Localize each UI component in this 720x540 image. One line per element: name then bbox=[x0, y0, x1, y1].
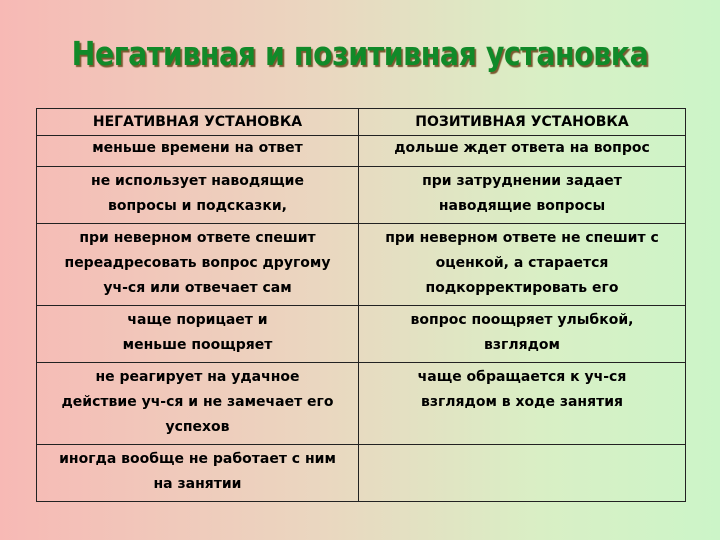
positive-cell: при затруднении задает наводящие вопросы bbox=[359, 167, 686, 224]
table-row bbox=[37, 306, 686, 363]
table-header-row bbox=[37, 109, 686, 136]
negative-cell: не использует наводящие вопросы и подсказки, bbox=[37, 167, 359, 224]
positive-cell: дольше ждет ответа на вопрос bbox=[359, 136, 686, 167]
positive-cell: при неверном ответе не спешит с оценкой, а старается подкорректировать его bbox=[359, 224, 686, 306]
negative-cell: иногда вообще не работает с ним на занятии bbox=[37, 445, 359, 502]
table-row bbox=[37, 363, 686, 445]
header-negative: НЕГАТИВНАЯ УСТАНОВКА bbox=[37, 109, 359, 136]
table-row bbox=[37, 136, 686, 167]
positive-cell: чаще обращается к уч-ся взглядом в ходе занятия bbox=[359, 363, 686, 445]
negative-cell: не реагирует на удачное действие уч-ся и не замечает его успехов bbox=[37, 363, 359, 445]
header-positive: ПОЗИТИВНАЯ УСТАНОВКА bbox=[359, 109, 686, 136]
table-row bbox=[37, 445, 686, 502]
table-row bbox=[37, 224, 686, 306]
comparison-table bbox=[36, 108, 686, 502]
table-row bbox=[37, 167, 686, 224]
positive-cell: вопрос поощряет улыбкой, взглядом bbox=[359, 306, 686, 363]
positive-cell bbox=[359, 445, 686, 502]
negative-cell: чаще порицает и меньше поощряет bbox=[37, 306, 359, 363]
negative-cell: при неверном ответе спешит переадресовать вопрос другому уч-ся или отвечает сам bbox=[37, 224, 359, 306]
slide-title: Негативная и позитивная установка bbox=[71, 34, 649, 73]
negative-cell: меньше времени на ответ bbox=[37, 136, 359, 167]
